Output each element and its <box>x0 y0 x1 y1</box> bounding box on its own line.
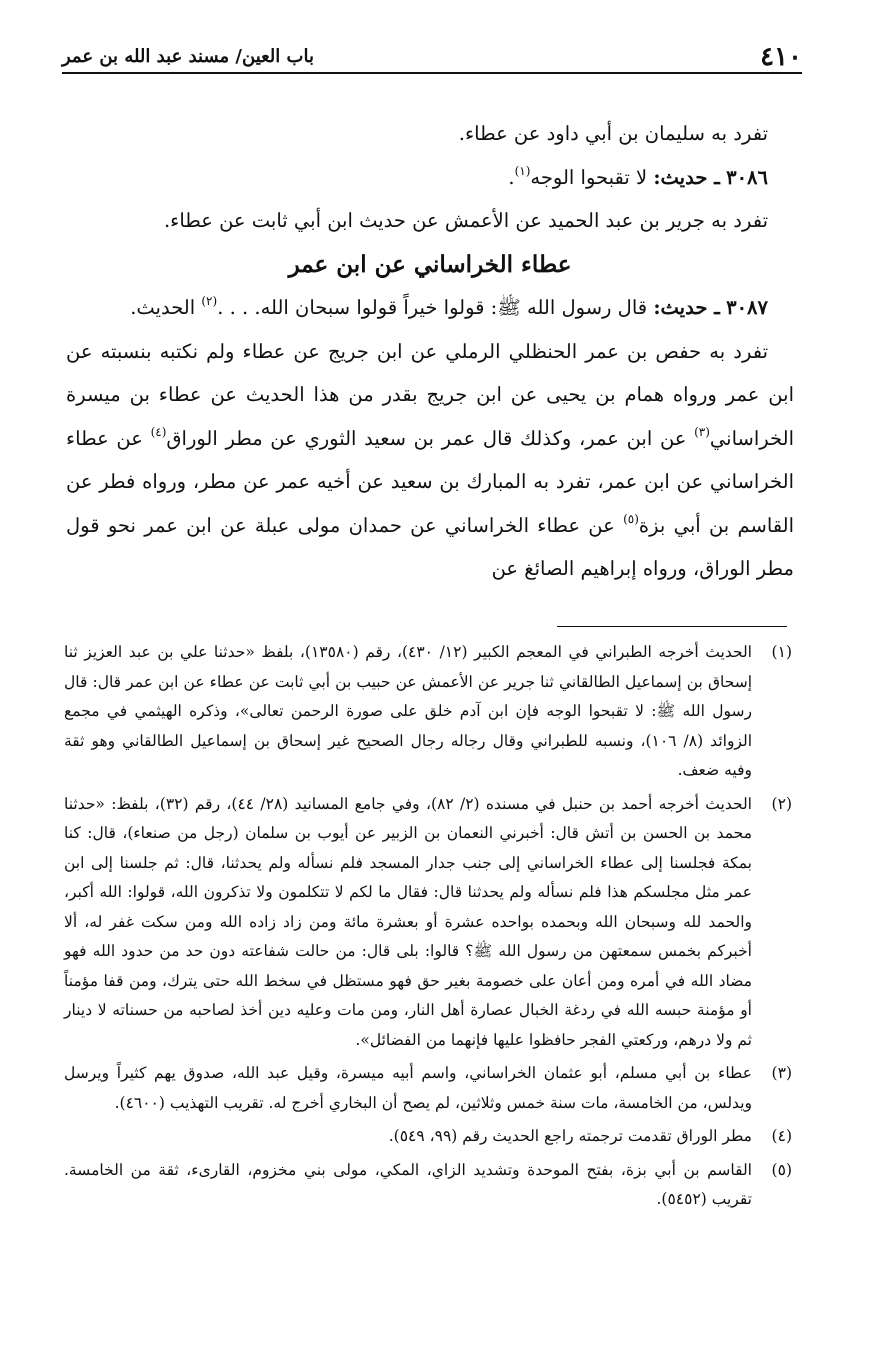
page-header <box>62 40 802 74</box>
hadith-3086 <box>66 156 794 200</box>
footnote-ref: (٢) <box>201 294 218 308</box>
footnote-ref: (٥) <box>623 511 639 526</box>
footnote-1 <box>64 638 792 786</box>
footnote-4 <box>64 1122 792 1152</box>
commentary-segment: عن عطاء الخراساني عن ابن عمر، تفرد به المبارك بن سعيد عن أخيه عمر عن مطر، ورواه فطر عن القاسم بن أبي بزة <box>66 426 794 537</box>
main-text <box>66 112 794 591</box>
running-title: باب العين/ مسند عبد الله بن عمر <box>62 46 314 67</box>
commentary-segment: عن عطاء الخراساني عن حمدان مولى عبلة عن ابن عمر نحو قول مطر الوراق، ورواه إبراهيم الصائغ عن <box>66 513 794 580</box>
footnote-number: (١) <box>771 643 792 661</box>
footnote-ref: (١) <box>514 163 531 178</box>
hadith-text: قال رسول الله ﷺ: قولوا خيراً قولوا سبحان الله. . . . <box>217 296 648 319</box>
narration-note-1: تفرد به سليمان بن أبي داود عن عطاء. <box>458 122 768 145</box>
footnote-3 <box>64 1059 792 1118</box>
footnote-text: الحديث أخرجه الطبراني في المعجم الكبير (١٢/ ٤٣٠)، رقم (١٣٥٨٠)، بلفظ «حدثنا علي بن عبد العزيز ثنا إسحاق بن إسماعيل الطالقاني ثنا جرير عن الأعمش عن حبيب بن أبي ثابت عن عطاء عن ابن عمر قال: قال رسول الله ﷺ: لا تقبحوا الوجه فإن ابن آدم خلق على صورة الرحمن تعالى»، وذكره الهيثمي في مجمع الزوائد (٨/ ١٠٦)، ونسبه للطبراني وقال رجاله رجال الصحيح غير إسحاق بن إسماعيل الطالقاني وهو ثقة وفيه ضعف. <box>64 643 753 779</box>
footnote-number: (٣) <box>771 1064 792 1082</box>
footnote-number: (٥) <box>771 1160 792 1179</box>
commentary-segment: تفرد به حفص بن عمر الحنظلي الرملي عن ابن جريج عن عطاء ولم نكتبه بنسبته عن ابن عمر ورواه همام بن يحيى عن ابن جريج بقدر من هذا الحديث عن عطاء بن ميسرة الخراساني <box>66 339 795 450</box>
footnote-text: عطاء بن أبي مسلم، أبو عثمان الخراساني، واسم أبيه ميسرة، وقيل عبد الله، صدوق يهم كثيراً ويرسل ويدلس، من الخامسة، مات سنة خمس وثلاثين، لم يصح أن البخاري أخرج له. تقريب التهذيب (٤٦٠٠). <box>64 1064 752 1112</box>
page-number: ٤١٠ <box>760 42 802 72</box>
commentary-segment: عن ابن عمر، وكذلك قال عمر بن سعيد الثوري عن مطر الوراق <box>166 426 687 450</box>
section-heading: عطاء الخراساني عن ابن عمر <box>288 250 572 278</box>
footnote-ref: (٤) <box>150 424 167 439</box>
commentary-paragraph <box>66 330 794 591</box>
hadith-3087 <box>66 286 794 330</box>
footnote-text: القاسم بن أبي بزة، بفتح الموحدة وتشديد الزاي، المكي، مولى بني مخزوم، القارىء، ثقة من الخامسة. تقريب (٥٤٥٢). <box>64 1160 752 1208</box>
hadith-end: . <box>508 165 515 189</box>
footnote-5 <box>64 1156 792 1215</box>
footnote-2 <box>64 790 792 1056</box>
footnotes <box>64 638 792 1219</box>
footnote-number: (٤) <box>771 1127 792 1145</box>
footnote-text: الحديث أخرجه أحمد بن حنبل في مسنده (٢/ ٨٢)، وفي جامع المسانيد (٢٨/ ٤٤)، رقم (٣٢)، بلفظ: «حدثنا محمد بن الحسن بن أتش قال: أخبرني النعمان بن الزبير عن أيوب بن سلمان (رجل من صنعاء)، قال: كنا بمكة فجلسنا إلى عطاء الخراساني إلى جنب جدار المسجد فلم نسأله ولم يحدثنا، قال: ثم جلسنا إلى ابن عمر مثل مجلسكم هذا فلم نسأله ولم يحدثنا قال: فقال ما لكم لا تتكلمون ولا تذكرون الله، قولوا: الله أكبر، والحمد لله وسبحان الله وبحمده بواحده عشرة أو بعشرة مائة ومن زاد زاده الله ومن سكت غفر له، ألا أخبركم بخمس سمعتهن من رسول الله ﷺ؟ قالوا: بلى قال: من حالت شفاعته دون حد من حدود الله فهو مضاد الله في أمره ومن أعان على خصومة بغير حق فهو مستظل في سخط الله حتى يترك، ومن قفا مؤمناً أو مؤمنة حبسه الله في ردغة الخبال عصارة أهل النار، ومن مات وعليه دين أخذ لصاحبه من حسناته لا دينار ثم ولا درهم، وركعتي الفجر حافظوا عليها فإنهما من الفضائل». <box>64 794 752 1049</box>
hadith-tail: الحديث. <box>130 296 196 319</box>
footnote-text: مطر الوراق تقدمت ترجمته راجع الحديث رقم (٩٩، ٥٤٩). <box>388 1127 752 1145</box>
footnote-ref: (٣) <box>694 424 710 439</box>
footnote-number: (٢) <box>771 794 792 813</box>
footnote-separator <box>557 626 787 627</box>
hadith-label: ـ حديث: <box>653 296 720 319</box>
narration-note-2: تفرد به جرير بن عبد الحميد عن الأعمش عن حديث ابن أبي ثابت عن عطاء. <box>163 209 768 232</box>
hadith-label: ـ حديث: <box>653 165 720 189</box>
hadith-number: ٣٠٨٧ <box>726 296 768 319</box>
hadith-number: ٣٠٨٦ <box>726 165 768 189</box>
hadith-text: لا تقبحوا الوجه <box>530 165 648 189</box>
